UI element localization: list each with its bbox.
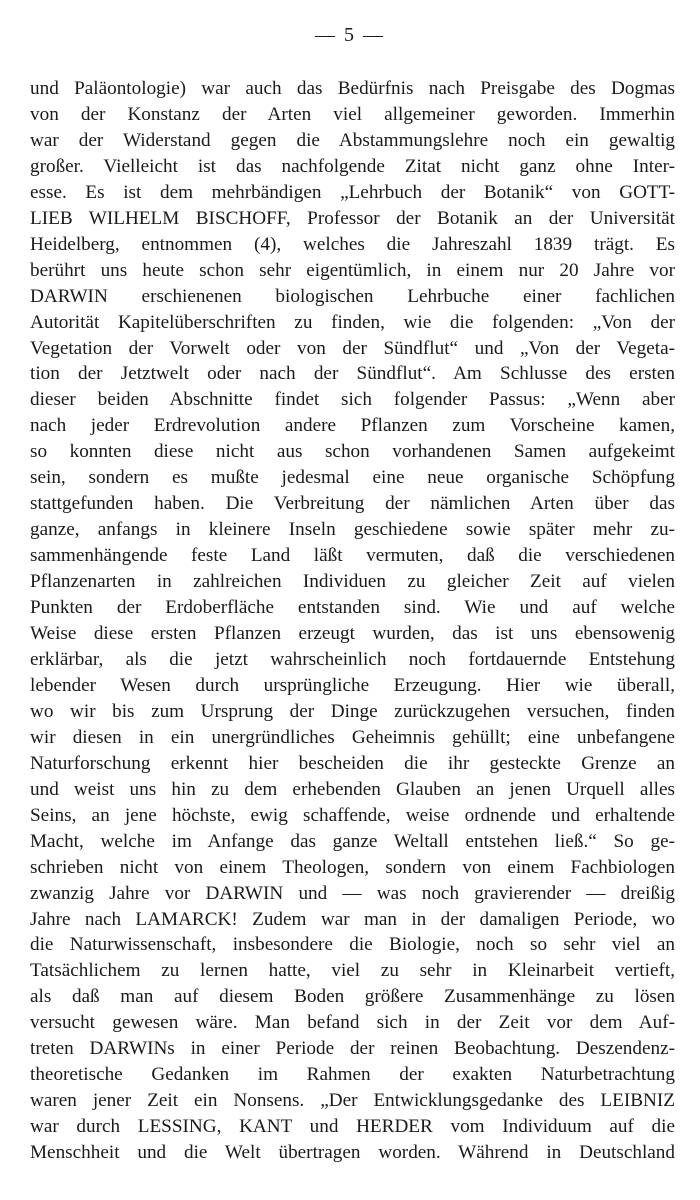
text-line: schrieben nicht von einem Theologen, sondern von einem Fachbiologen xyxy=(30,856,675,878)
text-line: sammenhängende feste Land läßt vermuten, daß die verschiedenen xyxy=(30,545,675,567)
text-line: Naturforschung erkennt hier bescheiden die ihr gesteckte Grenze an xyxy=(30,752,675,774)
text-line: versucht gewesen wäre. Man befand sich in der Zeit vor dem Auf- xyxy=(30,1012,675,1034)
text-line: esse. Es ist dem mehrbändigen „Lehrbuch der Botanik“ von GOTT- xyxy=(30,181,675,203)
text-line: war durch LESSING, KANT und HERDER vom Individuum auf die xyxy=(30,1116,675,1138)
text-line: LIEB WILHELM BISCHOFF, Professor der Botanik an der Universität xyxy=(30,207,675,229)
page-number: — 5 — xyxy=(315,24,385,46)
text-line: Seins, an jene höchste, ewig schaffende, weise ordnende und erhaltende xyxy=(30,804,675,826)
text-line: großer. Vielleicht ist das nachfolgende Zitat nicht ganz ohne Inter- xyxy=(30,155,675,177)
text-line: Weise diese ersten Pflanzen erzeugt wurden, das ist uns ebensowenig xyxy=(30,623,675,645)
text-line: stattgefunden haben. Die Verbreitung der nämlichen Arten über das xyxy=(30,493,675,515)
text-line: sein, sondern es mußte jedesmal eine neue organische Schöpfung xyxy=(30,467,675,489)
text-line: Heidelberg, entnommen (4), welches die Jahreszahl 1839 trägt. Es xyxy=(30,233,675,255)
text-line: die Naturwissenschaft, insbesondere die Biologie, noch so sehr viel an xyxy=(30,934,675,956)
text-line: Menschheit und die Welt übertragen worden. Während in Deutschland xyxy=(30,1142,675,1164)
text-line: waren jener Zeit ein Nonsens. „Der Entwicklungsgedanke des LEIBNIZ xyxy=(30,1090,675,1112)
text-line: nach jeder Erdrevolution andere Pflanzen zum Vorscheine kamen, xyxy=(30,415,675,437)
text-line: berührt uns heute schon sehr eigentümlich, in einem nur 20 Jahre vor xyxy=(30,259,675,281)
text-line: Jahre nach LAMARCK! Zudem war man in der damaligen Periode, wo xyxy=(30,908,675,930)
text-line: Tatsächlichem zu lernen hatte, viel zu sehr in Kleinarbeit vertieft, xyxy=(30,960,675,982)
text-line: so konnten diese nicht aus schon vorhandenen Samen aufgekeimt xyxy=(30,441,675,463)
text-line: Pflanzenarten in zahlreichen Individuen zu gleicher Zeit auf vielen xyxy=(30,571,675,593)
text-line: treten DARWINs in einer Periode der reinen Beobachtung. Deszendenz- xyxy=(30,1038,675,1060)
text-line: lebender Wesen durch ursprüngliche Erzeugung. Hier wie überall, xyxy=(30,674,675,696)
text-line: dieser beiden Abschnitte findet sich folgender Passus: „Wenn aber xyxy=(30,389,675,411)
text-line: als daß man auf diesem Boden größere Zusammenhänge zu lösen xyxy=(30,986,675,1008)
text-line: und weist uns hin zu dem erhebenden Glauben an jenen Urquell alles xyxy=(30,778,675,800)
text-line: und Paläontologie) war auch das Bedürfnis nach Preisgabe des Dogmas xyxy=(30,78,675,99)
text-line: erklärbar, als die jetzt wahrscheinlich noch fortdauernde Entstehung xyxy=(30,648,675,670)
text-line: von der Konstanz der Arten viel allgemeiner geworden. Immerhin xyxy=(30,103,675,125)
body-text xyxy=(30,76,675,1166)
text-line: Punkten der Erdoberfläche entstanden sind. Wie und auf welche xyxy=(30,597,675,619)
text-line: zwanzig Jahre vor DARWIN und — was noch gravierender — dreißig xyxy=(30,882,675,904)
text-line: Autorität Kapitelüberschriften zu finden, wie die folgenden: „Von der xyxy=(30,311,675,333)
text-line: ganze, anfangs in kleinere Inseln geschiedene sowie später mehr zu- xyxy=(30,519,675,541)
text-line: wir diesen in ein unergründliches Geheimnis gehüllt; eine unbefangene xyxy=(30,726,675,748)
text-line: Macht, welche im Anfange das ganze Weltall entstehen ließ.“ So ge- xyxy=(30,830,675,852)
text-line: wo wir bis zum Ursprung der Dinge zurückzugehen versuchen, finden xyxy=(30,700,675,722)
text-line: tion der Jetztwelt oder nach der Sündflut“. Am Schlusse des ersten xyxy=(30,363,675,385)
text-line: DARWIN erschienenen biologischen Lehrbuche einer fachlichen xyxy=(30,285,675,307)
text-line: war der Widerstand gegen die Abstammungslehre noch ein gewaltig xyxy=(30,129,675,151)
text-line: Vegetation der Vorwelt oder von der Sündflut“ und „Von der Vegeta- xyxy=(30,337,675,359)
text-line: theoretische Gedanken im Rahmen der exakten Naturbetrachtung xyxy=(30,1064,675,1086)
